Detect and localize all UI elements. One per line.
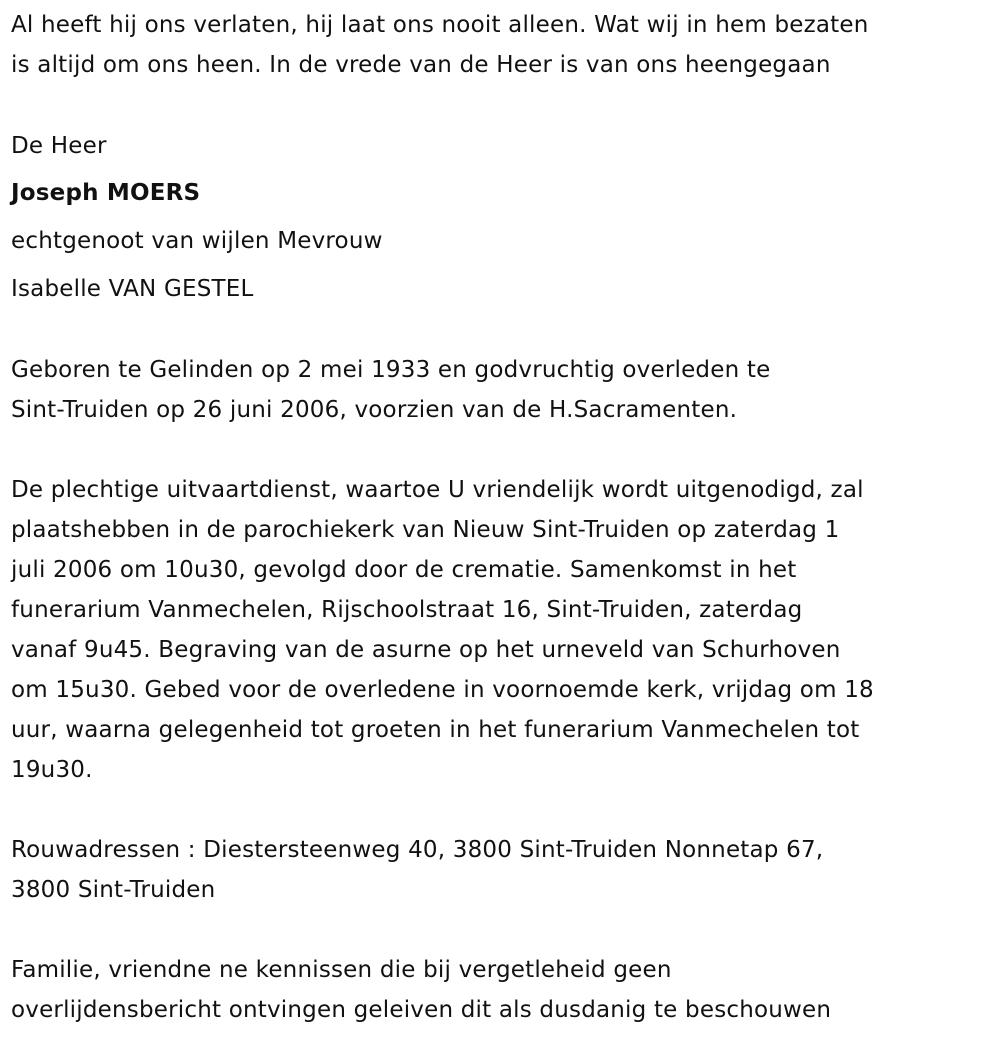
closing-line-1: Familie, vriendne ne kennissen die bij vergetleheid geen: [11, 957, 672, 983]
deceased-spouse: Isabelle VAN GESTEL: [11, 276, 254, 302]
deceased-title: De Heer: [11, 133, 107, 159]
deceased-relation: echtgenoot van wijlen Mevrouw: [11, 228, 383, 254]
service-line-7: uur, waarna gelegenheid tot groeten in het funerarium Vanmechelen tot: [11, 717, 860, 743]
service-line-5: vanaf 9u45. Begraving van de asurne op het urneveld van Schurhoven: [11, 637, 841, 663]
service-line-8: 19u30.: [11, 757, 93, 783]
service-line-4: funerarium Vanmechelen, Rijschoolstraat 16, Sint-Truiden, zaterdag: [11, 597, 803, 623]
addresses-line-2: 3800 Sint-Truiden: [11, 877, 216, 903]
intro-line-2: is altijd om ons heen. In de vrede van de Heer is van ons heengegaan: [11, 52, 831, 78]
birth-death-line-2: Sint-Truiden op 26 juni 2006, voorzien van de H.Sacramenten.: [11, 397, 738, 423]
service-line-3: juli 2006 om 10u30, gevolgd door de crematie. Samenkomst in het: [11, 557, 797, 583]
service-line-1: De plechtige uitvaartdienst, waartoe U vriendelijk wordt uitgenodigd, zal: [11, 477, 864, 503]
service-line-2: plaatshebben in de parochiekerk van Nieuw Sint-Truiden op zaterdag 1: [11, 517, 840, 543]
birth-death-line-1: Geboren te Gelinden op 2 mei 1933 en godvruchtig overleden te: [11, 357, 771, 383]
closing-line-2: overlijdensbericht ontvingen geleiven dit als dusdanig te beschouwen: [11, 997, 832, 1023]
deceased-name: Joseph MOERS: [11, 180, 201, 206]
intro-line-1: Al heeft hij ons verlaten, hij laat ons nooit alleen. Wat wij in hem bezaten: [11, 12, 869, 38]
addresses-line-1: Rouwadressen : Diestersteenweg 40, 3800 Sint-Truiden Nonnetap 67,: [11, 837, 824, 863]
service-line-6: om 15u30. Gebed voor de overledene in voornoemde kerk, vrijdag om 18: [11, 677, 874, 703]
